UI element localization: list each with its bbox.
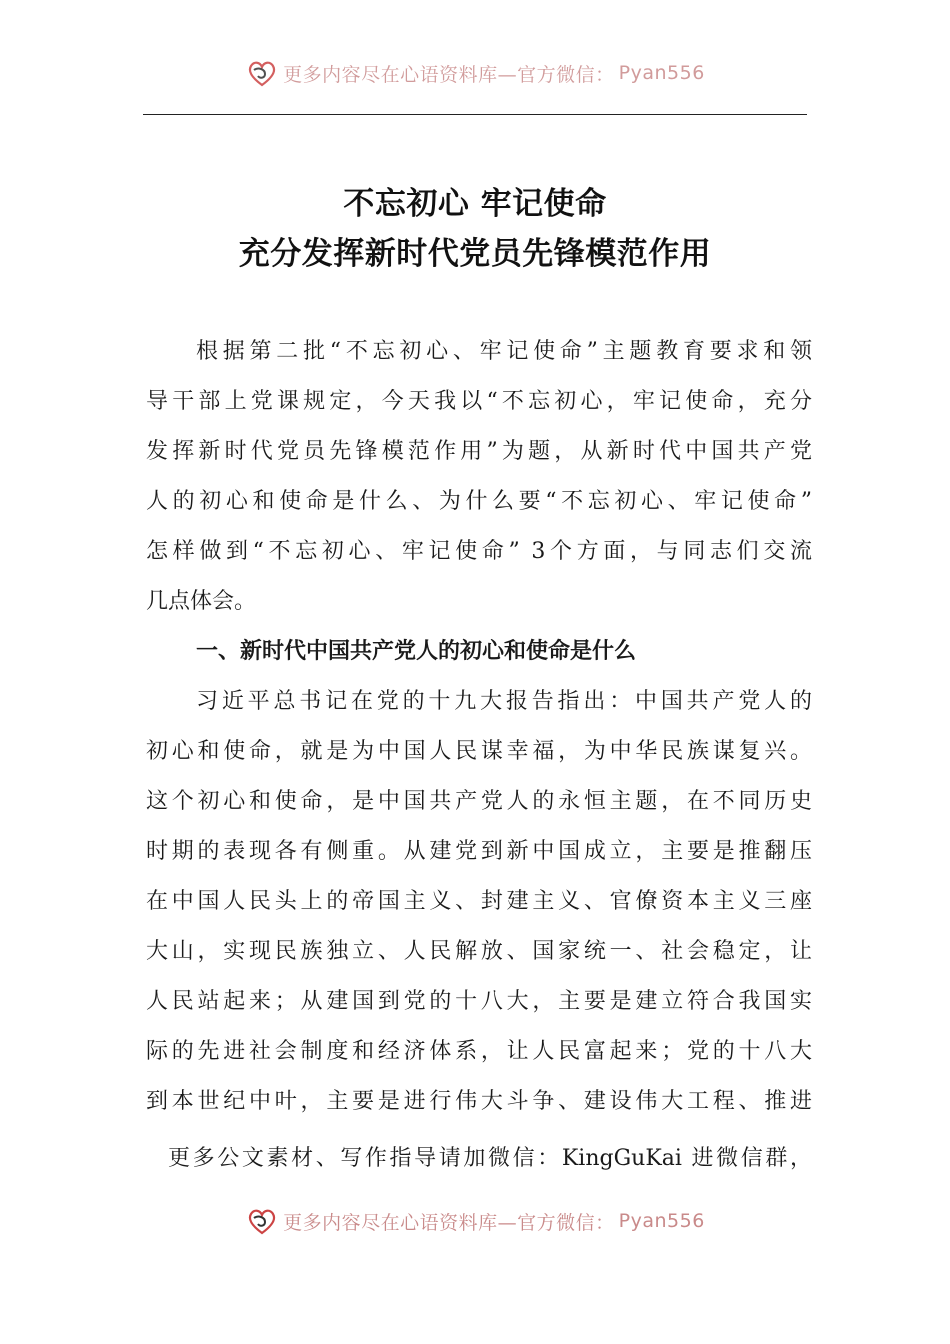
text-line: 到本世纪中叶，主要是进行伟大斗争、建设伟大工程、推进 xyxy=(146,1089,812,1114)
section-heading-1: 一、新时代中国共产党人的初心和使命是什么 xyxy=(196,639,637,664)
heart-swirl-logo-icon xyxy=(245,1204,279,1238)
section-1-paragraph xyxy=(146,677,812,1127)
document-title-line-1: 不忘初心 牢记使命 xyxy=(343,186,607,222)
heart-swirl-logo-icon xyxy=(245,56,279,90)
watermark-wechat-id: Pyan556 xyxy=(618,1210,705,1232)
document-body xyxy=(146,327,812,1127)
text-line: 在中国人民头上的帝国主义、封建主义、官僚资本主义三座 xyxy=(146,889,812,914)
text-line: 这个初心和使命，是中国共产党人的永恒主题，在不同历史 xyxy=(146,789,812,814)
text-line: 导干部上党课规定，今天我以“不忘初心，牢记使命，充分 xyxy=(146,389,812,414)
text-line: 根据第二批“不忘初心、牢记使命”主题教育要求和领 xyxy=(196,339,812,364)
footer-promo-note: 更多公文素材、写作指导请加微信：KingGuKai 进微信群， xyxy=(168,1146,812,1171)
text-line: 时期的表现各有侧重。从建党到新中国成立，主要是推翻压 xyxy=(146,839,812,864)
text-line: 怎样做到“不忘初心、牢记使命” 3个方面，与同志们交流 xyxy=(146,539,812,564)
watermark-text: 更多内容尽在心语资料库—官方微信： xyxy=(283,1211,615,1234)
footer-watermark xyxy=(0,1204,950,1238)
text-line: 人民站起来；从建国到党的十八大，主要是建立符合我国实 xyxy=(146,989,812,1014)
text-line: 发挥新时代党员先锋模范作用”为题，从新时代中国共产党 xyxy=(146,439,812,464)
text-line: 习近平总书记在党的十九大报告指出：中国共产党人的 xyxy=(196,689,812,714)
text-line: 大山，实现民族独立、人民解放、国家统一、社会稳定，让 xyxy=(146,939,812,964)
header-divider xyxy=(143,114,807,115)
watermark-wechat-id: Pyan556 xyxy=(618,62,705,84)
document-title-line-2: 充分发挥新时代党员先锋模范作用 xyxy=(238,236,712,272)
intro-paragraph xyxy=(146,327,812,627)
watermark-text: 更多内容尽在心语资料库—官方微信： xyxy=(283,63,615,86)
header-watermark xyxy=(0,56,950,90)
text-line: 初心和使命，就是为中国人民谋幸福，为中华民族谋复兴。 xyxy=(146,739,812,764)
text-line: 人的初心和使命是什么、为什么要“不忘初心、牢记使命” xyxy=(146,489,812,514)
text-line: 际的先进社会制度和经济体系，让人民富起来；党的十八大 xyxy=(146,1039,812,1064)
text-line: 几点体会。 xyxy=(146,589,257,614)
